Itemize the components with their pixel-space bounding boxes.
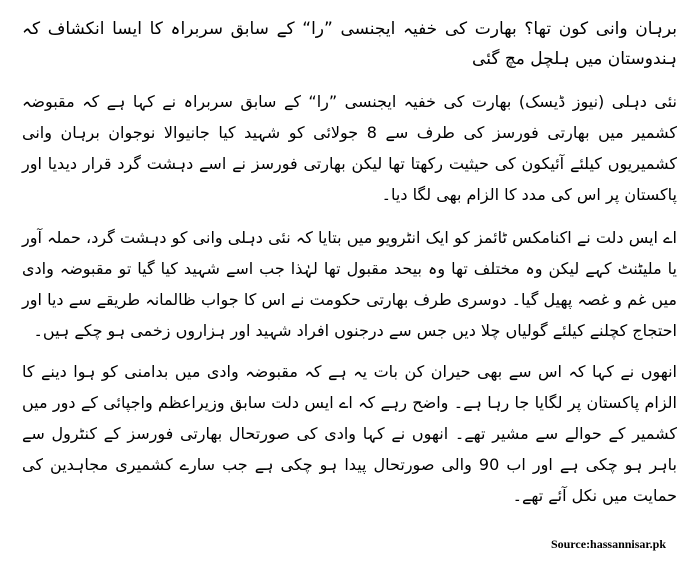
source-credit: Source:hassannisar.pk [550, 537, 666, 551]
headline: برہان وانی کون تھا؟ بھارت کی خفیہ ایجنسی ”را“ کے سابق سربراہ کا ایسا انکشاف کہ ہندوستان میں ہلچل مچ گئی [22, 19, 677, 69]
article [22, 14, 677, 521]
paragraph-intro: نئی دہلی (نیوز ڈیسک) بھارت کی خفیہ ایجنسی ”را“ کے سابق سربراہ نے کہا ہے کہ مقبوضہ کشمیر میں بھارتی فورسز کی طرف سے 8 جولائی کو شہید کیا جانیوالا نوجوان برہان وانی کشمیریوں کیلئے آئیکون کی حیثیت رکھتا تھا لیکن بھارتی فورسز نے اسے دہشت گرد قرار دیدیا اور پاکستان پر اس کی مدد کا الزام بھی لگا دیا۔ [22, 92, 677, 204]
paragraph-interview: اے ایس دلت نے اکنامکس ٹائمز کو ایک انٹرویو میں بتایا کہ نئی دہلی وانی کو دہشت گرد، حملہ آور یا ملیٹنٹ کہے لیکن وہ مختلف تھا وہ بیحد مقبول تھا لہٰذا جب اسے شہید کیا گیا تو مقبوضہ وادی میں غم و غصہ پھیل گیا۔ دوسری طرف بھارتی حکومت نے اس کا جواب ظالمانہ طریقے سے دیا اور احتجاج کچلنے کیلئے گولیاں چلا دیں جس سے درجنوں افراد شہید اور ہزاروں زخمی ہو چکے ہیں۔ [22, 228, 677, 340]
paragraph-allegation: انھوں نے کہا کہ اس سے بھی حیران کن بات یہ ہے کہ مقبوضہ وادی میں بدامنی کو ہوا دینے کا الزام پاکستان پر لگایا جا رہا ہے۔ واضح رہے کہ اے ایس دلت سابق وزیراعظم واجپائی کے دور میں کشمیر کے حوالے سے مشیر تھے۔ انھوں نے کہا وادی کی صورتحال بھارتی فورسز کے کنٹرول سے باہر ہو چکی ہے اور اب 90 والی صورتحال پیدا ہو چکی ہے جب سارے کشمیری مجاہدین کی حمایت میں نکل آئے تھے۔ [22, 362, 678, 505]
